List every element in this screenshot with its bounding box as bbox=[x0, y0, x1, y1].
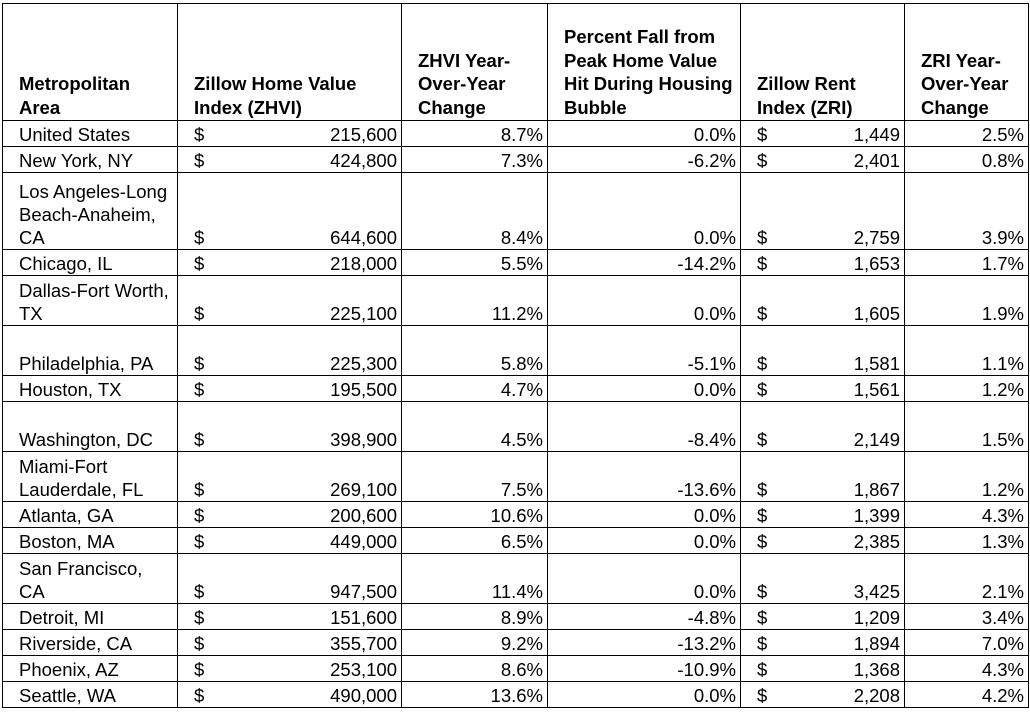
table-row bbox=[3, 630, 1029, 656]
cell-zhvi bbox=[178, 402, 402, 452]
cell-zhvi-yoy: 7.5% bbox=[402, 452, 548, 502]
cell-metropolitan-area: Detroit, MI bbox=[3, 604, 178, 630]
currency-symbol: $ bbox=[194, 607, 205, 628]
cell-zri bbox=[741, 121, 905, 147]
currency-symbol: $ bbox=[757, 353, 768, 374]
currency-symbol: $ bbox=[757, 479, 768, 500]
cell-zhvi bbox=[178, 250, 402, 276]
table-row bbox=[3, 250, 1029, 276]
cell-zhvi-yoy: 6.5% bbox=[402, 528, 548, 554]
cell-zri-yoy: 1.2% bbox=[905, 376, 1029, 402]
cell-metropolitan-area: Chicago, IL bbox=[3, 250, 178, 276]
cell-peak-fall: -13.2% bbox=[548, 630, 741, 656]
cell-zhvi-value: 269,100 bbox=[330, 479, 397, 500]
cell-zri-value: 2,208 bbox=[853, 685, 900, 706]
cell-zhvi-yoy: 7.3% bbox=[402, 147, 548, 173]
cell-peak-fall: 0.0% bbox=[548, 276, 741, 326]
currency-symbol: $ bbox=[194, 659, 205, 680]
cell-zri bbox=[741, 173, 905, 250]
cell-zri-yoy: 4.2% bbox=[905, 682, 1029, 708]
cell-zri bbox=[741, 630, 905, 656]
table-body bbox=[3, 121, 1029, 708]
cell-zhvi-value: 947,500 bbox=[330, 581, 397, 602]
currency-symbol: $ bbox=[194, 429, 205, 450]
cell-zri bbox=[741, 604, 905, 630]
cell-zhvi-yoy: 4.7% bbox=[402, 376, 548, 402]
cell-metropolitan-area: Boston, MA bbox=[3, 528, 178, 554]
cell-zhvi-yoy: 5.5% bbox=[402, 250, 548, 276]
header-metropolitan-area: Metropolitan Area bbox=[3, 4, 178, 121]
cell-zri-yoy: 3.9% bbox=[905, 173, 1029, 250]
cell-zhvi-yoy: 11.4% bbox=[402, 554, 548, 604]
cell-peak-fall: -6.2% bbox=[548, 147, 741, 173]
header-zri-yoy: ZRI Year-Over-Year Change bbox=[905, 4, 1029, 121]
cell-metropolitan-area: Dallas-Fort Worth, TX bbox=[3, 276, 178, 326]
cell-zri-yoy: 1.2% bbox=[905, 452, 1029, 502]
cell-metropolitan-area: Seattle, WA bbox=[3, 682, 178, 708]
cell-zri-yoy: 2.1% bbox=[905, 554, 1029, 604]
table-row bbox=[3, 326, 1029, 376]
cell-zri-value: 1,605 bbox=[853, 303, 900, 324]
cell-metropolitan-area: Atlanta, GA bbox=[3, 502, 178, 528]
table-row bbox=[3, 376, 1029, 402]
cell-metropolitan-area: Houston, TX bbox=[3, 376, 178, 402]
table-row bbox=[3, 402, 1029, 452]
cell-peak-fall: 0.0% bbox=[548, 121, 741, 147]
cell-zri-yoy: 4.3% bbox=[905, 502, 1029, 528]
cell-peak-fall: 0.0% bbox=[548, 554, 741, 604]
cell-zri-yoy: 4.3% bbox=[905, 656, 1029, 682]
currency-symbol: $ bbox=[194, 633, 205, 654]
cell-zhvi-value: 449,000 bbox=[330, 531, 397, 552]
currency-symbol: $ bbox=[757, 607, 768, 628]
currency-symbol: $ bbox=[757, 505, 768, 526]
cell-metropolitan-area: Washington, DC bbox=[3, 402, 178, 452]
currency-symbol: $ bbox=[194, 303, 205, 324]
cell-zhvi-value: 253,100 bbox=[330, 659, 397, 680]
cell-zhvi bbox=[178, 121, 402, 147]
cell-zri-value: 1,368 bbox=[853, 659, 900, 680]
cell-zri-value: 1,449 bbox=[853, 124, 900, 145]
currency-symbol: $ bbox=[757, 227, 768, 248]
table-row bbox=[3, 682, 1029, 708]
cell-zri bbox=[741, 276, 905, 326]
cell-zri-yoy: 7.0% bbox=[905, 630, 1029, 656]
currency-symbol: $ bbox=[757, 150, 768, 171]
cell-zri-value: 2,759 bbox=[853, 227, 900, 248]
cell-zhvi-yoy: 8.6% bbox=[402, 656, 548, 682]
table-row bbox=[3, 452, 1029, 502]
cell-zri bbox=[741, 502, 905, 528]
cell-peak-fall: 0.0% bbox=[548, 682, 741, 708]
cell-zhvi-yoy: 11.2% bbox=[402, 276, 548, 326]
cell-zri bbox=[741, 682, 905, 708]
cell-metropolitan-area: Los Angeles-Long Beach-Anaheim, CA bbox=[3, 173, 178, 250]
cell-zri bbox=[741, 147, 905, 173]
cell-zhvi bbox=[178, 276, 402, 326]
table-row bbox=[3, 276, 1029, 326]
cell-zri-value: 1,399 bbox=[853, 505, 900, 526]
currency-symbol: $ bbox=[757, 379, 768, 400]
cell-zri bbox=[741, 250, 905, 276]
cell-zri bbox=[741, 656, 905, 682]
cell-zhvi-value: 424,800 bbox=[330, 150, 397, 171]
cell-zri-yoy: 2.5% bbox=[905, 121, 1029, 147]
cell-metropolitan-area: Miami-Fort Lauderdale, FL bbox=[3, 452, 178, 502]
cell-metropolitan-area: San Francisco, CA bbox=[3, 554, 178, 604]
table-row bbox=[3, 656, 1029, 682]
cell-zhvi-value: 490,000 bbox=[330, 685, 397, 706]
cell-peak-fall: -13.6% bbox=[548, 452, 741, 502]
currency-symbol: $ bbox=[757, 429, 768, 450]
cell-zri-value: 1,653 bbox=[853, 253, 900, 274]
currency-symbol: $ bbox=[194, 685, 205, 706]
currency-symbol: $ bbox=[757, 531, 768, 552]
cell-zri bbox=[741, 326, 905, 376]
table-row bbox=[3, 173, 1029, 250]
cell-zhvi-value: 225,300 bbox=[330, 353, 397, 374]
currency-symbol: $ bbox=[757, 303, 768, 324]
cell-zhvi bbox=[178, 173, 402, 250]
cell-zhvi-value: 151,600 bbox=[330, 607, 397, 628]
cell-zhvi bbox=[178, 147, 402, 173]
cell-zhvi-value: 398,900 bbox=[330, 429, 397, 450]
cell-zhvi bbox=[178, 682, 402, 708]
currency-symbol: $ bbox=[194, 379, 205, 400]
cell-zri-yoy: 1.9% bbox=[905, 276, 1029, 326]
cell-peak-fall: 0.0% bbox=[548, 502, 741, 528]
table-row bbox=[3, 604, 1029, 630]
currency-symbol: $ bbox=[194, 353, 205, 374]
cell-zri bbox=[741, 528, 905, 554]
header-zhvi: Zillow Home Value Index (ZHVI) bbox=[178, 4, 402, 121]
currency-symbol: $ bbox=[194, 581, 205, 602]
home-values-table bbox=[2, 3, 1029, 708]
cell-zri-yoy: 1.5% bbox=[905, 402, 1029, 452]
header-peak-fall: Percent Fall from Peak Home Value Hit During Housing Bubble bbox=[548, 4, 741, 121]
table-row bbox=[3, 121, 1029, 147]
cell-zhvi-value: 200,600 bbox=[330, 505, 397, 526]
cell-zhvi bbox=[178, 326, 402, 376]
cell-peak-fall: 0.0% bbox=[548, 173, 741, 250]
cell-zri bbox=[741, 554, 905, 604]
cell-peak-fall: -10.9% bbox=[548, 656, 741, 682]
currency-symbol: $ bbox=[194, 505, 205, 526]
cell-zri-value: 1,867 bbox=[853, 479, 900, 500]
currency-symbol: $ bbox=[194, 531, 205, 552]
cell-metropolitan-area: New York, NY bbox=[3, 147, 178, 173]
cell-zhvi-value: 215,600 bbox=[330, 124, 397, 145]
header-row bbox=[3, 4, 1029, 121]
cell-zhvi bbox=[178, 502, 402, 528]
currency-symbol: $ bbox=[757, 633, 768, 654]
currency-symbol: $ bbox=[194, 253, 205, 274]
cell-zri-value: 1,209 bbox=[853, 607, 900, 628]
table-row bbox=[3, 502, 1029, 528]
cell-metropolitan-area: United States bbox=[3, 121, 178, 147]
cell-zhvi bbox=[178, 604, 402, 630]
cell-zri-yoy: 1.3% bbox=[905, 528, 1029, 554]
cell-zhvi bbox=[178, 452, 402, 502]
currency-symbol: $ bbox=[757, 253, 768, 274]
cell-zri-yoy: 1.1% bbox=[905, 326, 1029, 376]
cell-zhvi-yoy: 5.8% bbox=[402, 326, 548, 376]
cell-zri-value: 2,401 bbox=[853, 150, 900, 171]
cell-zri-value: 1,894 bbox=[853, 633, 900, 654]
header-zhvi-yoy: ZHVI Year-Over-Year Change bbox=[402, 4, 548, 121]
table-row bbox=[3, 554, 1029, 604]
cell-zhvi-yoy: 10.6% bbox=[402, 502, 548, 528]
cell-zhvi-yoy: 9.2% bbox=[402, 630, 548, 656]
cell-peak-fall: -4.8% bbox=[548, 604, 741, 630]
cell-zhvi-value: 355,700 bbox=[330, 633, 397, 654]
currency-symbol: $ bbox=[194, 124, 205, 145]
cell-zri-value: 1,561 bbox=[853, 379, 900, 400]
currency-symbol: $ bbox=[757, 581, 768, 602]
cell-zri-value: 2,149 bbox=[853, 429, 900, 450]
cell-metropolitan-area: Philadelphia, PA bbox=[3, 326, 178, 376]
cell-zri-yoy: 0.8% bbox=[905, 147, 1029, 173]
cell-metropolitan-area: Riverside, CA bbox=[3, 630, 178, 656]
currency-symbol: $ bbox=[757, 124, 768, 145]
cell-zhvi bbox=[178, 554, 402, 604]
cell-zhvi-yoy: 4.5% bbox=[402, 402, 548, 452]
cell-peak-fall: 0.0% bbox=[548, 376, 741, 402]
cell-zhvi-value: 225,100 bbox=[330, 303, 397, 324]
header-zri: Zillow Rent Index (ZRI) bbox=[741, 4, 905, 121]
currency-symbol: $ bbox=[757, 685, 768, 706]
currency-symbol: $ bbox=[194, 479, 205, 500]
cell-zri-value: 1,581 bbox=[853, 353, 900, 374]
cell-peak-fall: -5.1% bbox=[548, 326, 741, 376]
cell-zhvi-value: 644,600 bbox=[330, 227, 397, 248]
cell-zhvi bbox=[178, 376, 402, 402]
cell-zhvi-value: 195,500 bbox=[330, 379, 397, 400]
cell-zhvi bbox=[178, 528, 402, 554]
cell-zhvi-yoy: 8.7% bbox=[402, 121, 548, 147]
cell-peak-fall: 0.0% bbox=[548, 528, 741, 554]
cell-zri bbox=[741, 452, 905, 502]
cell-metropolitan-area: Phoenix, AZ bbox=[3, 656, 178, 682]
cell-zhvi bbox=[178, 656, 402, 682]
cell-zri bbox=[741, 376, 905, 402]
cell-zri-yoy: 1.7% bbox=[905, 250, 1029, 276]
table-row bbox=[3, 147, 1029, 173]
currency-symbol: $ bbox=[194, 150, 205, 171]
table-row bbox=[3, 528, 1029, 554]
currency-symbol: $ bbox=[194, 227, 205, 248]
cell-zri-value: 2,385 bbox=[853, 531, 900, 552]
cell-peak-fall: -14.2% bbox=[548, 250, 741, 276]
cell-zri-value: 3,425 bbox=[853, 581, 900, 602]
cell-zhvi-yoy: 13.6% bbox=[402, 682, 548, 708]
cell-zhvi-yoy: 8.9% bbox=[402, 604, 548, 630]
cell-zhvi-value: 218,000 bbox=[330, 253, 397, 274]
cell-zhvi bbox=[178, 630, 402, 656]
cell-zri bbox=[741, 402, 905, 452]
cell-zhvi-yoy: 8.4% bbox=[402, 173, 548, 250]
cell-zri-yoy: 3.4% bbox=[905, 604, 1029, 630]
cell-peak-fall: -8.4% bbox=[548, 402, 741, 452]
currency-symbol: $ bbox=[757, 659, 768, 680]
